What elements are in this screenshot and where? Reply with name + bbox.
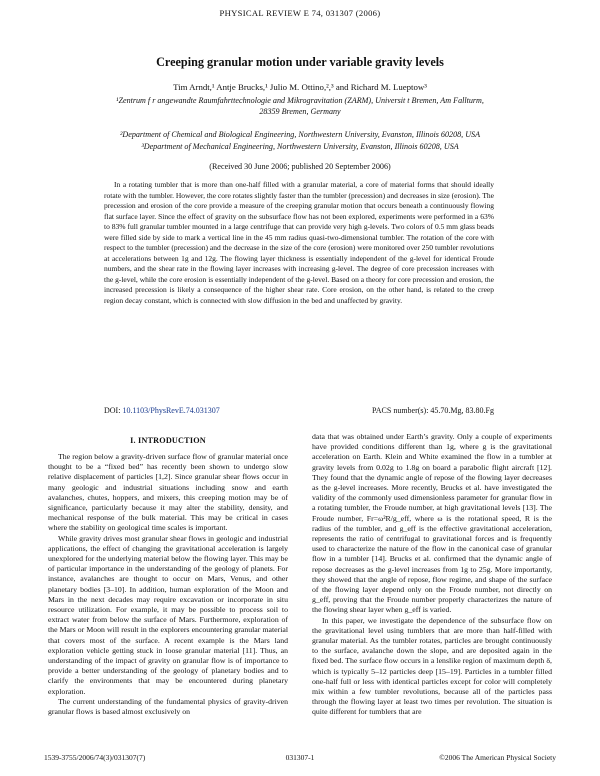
intro-paragraph-3: The current understanding of the fundamental physics of gravity-driven granular flows is based almost exclusively on [48,696,288,717]
journal-header: PHYSICAL REVIEW E 74, 031307 (2006) [219,8,381,18]
section-heading-introduction: I. INTRODUCTION [130,436,206,445]
footer-copyright: ©2006 The American Physical Society [439,753,556,762]
affiliation-1-address: 28359 Bremen, Germany [259,107,341,116]
doi-link[interactable]: 10.1103/PhysRevE.74.031307 [122,406,220,415]
received-dates: (Received 30 June 2006; published 20 September 2006) [209,162,391,171]
author-list: Tim Arndt,¹ Antje Brucks,¹ Julio M. Ottino,²,³ and Richard M. Lueptow³ [173,82,427,92]
pacs-numbers: PACS number(s): 45.70.Mg, 83.80.Fg [372,406,494,415]
abstract: In a rotating tumbler that is more than one-half filled with a granular material, a core of material forms that should ideally rotate with the tumbler. However, the core rotates slightly faster than the tumbler (precession) and decreases in size (erosion). The precession and erosion of the core provide a measure of the creeping granular motion that occurs beneath a continuously flowing flat surface layer. Since the effect of gravity on the subsurface flow has not been explored, experiments were performed in a 63% to 83% full granular tumbler mounted in a large centrifuge that can provide very high g-levels. Two colors of 0.5 mm glass beads were filled side by side to mark a vertical line in the 45 mm radius quasi-two-dimensional tumbler. The rotation of the core with respect to the tumbler (precession) and the decrease in the size of the core (erosion) were monitored over 250 tumbler revolutions at accelerations between 1g and 12g. The flowing layer thickness is essentially independent of the g-level for identical Froude numbers, and the shear rate in the flowing layer increases with increasing g-level. The degree of core precession increases with the g-level, while the core erosion is essentially independent of the g-level. Based on a theory for core precession and erosion, the increased precession is likely a consequence of the higher shear rate. Core erosion, on the other hand, is related to the creep region decay constant, which is connected with slow diffusion in the bed and unaffected by gravity. [104,180,494,305]
affiliation-2: ²Department of Chemical and Biological Engineering, Northwestern University, Evanston, Illinois 60208, USA [119,130,481,139]
doi [104,406,220,415]
left-column [48,452,288,717]
paper-title: Creeping granular motion under variable gravity levels [156,55,444,69]
affiliation-1: ¹Zentrum f r angewandte Raumfahrttechnologie and Mikrogravitation (ZARM), Universit t Bremen, Am Fallturm, [116,96,484,105]
footer-issn: 1539-3755/2006/74(3)/031307(7) [44,753,146,762]
intro-paragraph-2: While gravity drives most granular shear flows in geologic and industrial applications, the effect of changing the gravitational acceleration is largely unexplored for the underlying material below the flowing layer. This may be of particular importance in the understanding of the geology of planets. For instance, avalanches are thought to occur on Mars, Venus, and other planetary bodies [3–10]. In addition, human exploration of the Moon and Mars in the next decades may require excavation or incorporate in situ resource utilization. For example, it may be possible to process soil to extract water from below the surface of Mars. Furthermore, exploration of the Mars or Moon will result in the explorers encountering granular material that covers most of the surface. A recent example is the Mars land exploration vehicle getting stuck in loose granular material [11]. Thus, an understanding of the impact of gravity on granular flow is of importance to provide a better understanding of the geology of planetary bodies and to clarify the environments that may be encountered during planetary exploration. [48,533,288,696]
intro-paragraph-1: The region below a gravity-driven surface flow of granular material once thought to be a “fixed bed” has recently been shown to undergo slow relative displacement of particles [1,2]. Since granular shear flows occur in many geologic and industrial situations including snow and earth avalanches, chutes, hoppers, and mixers, this creeping motion may be of significance, particularly because it may alter the stability, density, and mechanical response of the bulk material. This may be critical in cases where the stability on geological time scales is important. [48,452,288,533]
doi-label: DOI: [104,406,121,415]
affiliation-3: ³Department of Mechanical Engineering, Northwestern University, Evanston, Illinois 60208, USA [141,142,459,151]
right-column [312,432,552,718]
footer-page-number: 031307-1 [285,753,315,762]
intro-paragraph-4: In this paper, we investigate the dependence of the subsurface flow on the gravitational level using tumblers that are more than half-filled with granular material. As the tumbler rotates, particles are brought continuously to the surface, avalanche down the slope, and are deposited again in the fixed bed. The surface flow occurs in a lenslike region of maximum depth δ, which is typically 5–12 particles deep [15–19]. Particles in a tumbler filled one-half full or less with identical particles except for color will completely mix within a few tumbler revolutions, because all of the particles pass through the flowing layer at least two times per revolution. The situation is quite different for tumblers that are [312,615,552,717]
intro-paragraph-3-cont: data that was obtained under Earth’s gravity. Only a couple of experiments have provided conditions different than 1g, where g is the gravitational acceleration on Earth. Klein and White examined the flow in a tumbler at gravity levels from 0.02g to 1.8g on board a parabolic flight aircraft [12]. They found that the dynamic angle of repose of the flowing layer decreases as the g-level increases. More recently, Brucks et al. have investigated the validity of the commonly used dimensionless parameter for granular flow in a rotating tumbler, the Froude number, at high gravitational levels [13]. The Froude number, Fr=ω²R/g_eff, where ω is the rotational speed, R is the radius of the tumbler, and g_eff is the effective gravitational acceleration, represents the ratio of centrifugal to gravitational forces and is frequently used to characterize the nature of the flow in the canonical case of granular flow in a tumbler [14]. Brucks et al. confirmed that the dynamic angle of repose decreases as the g-level increases from 1g to 25g. More importantly, they showed that the angle of repose, flow regime, and shape of the surface of the flowing layer depend only on the Froude number, not directly on g_eff, proving that the Froude number properly characterizes the nature of the flowing shear layer when g_eff is varied. [312,432,552,615]
